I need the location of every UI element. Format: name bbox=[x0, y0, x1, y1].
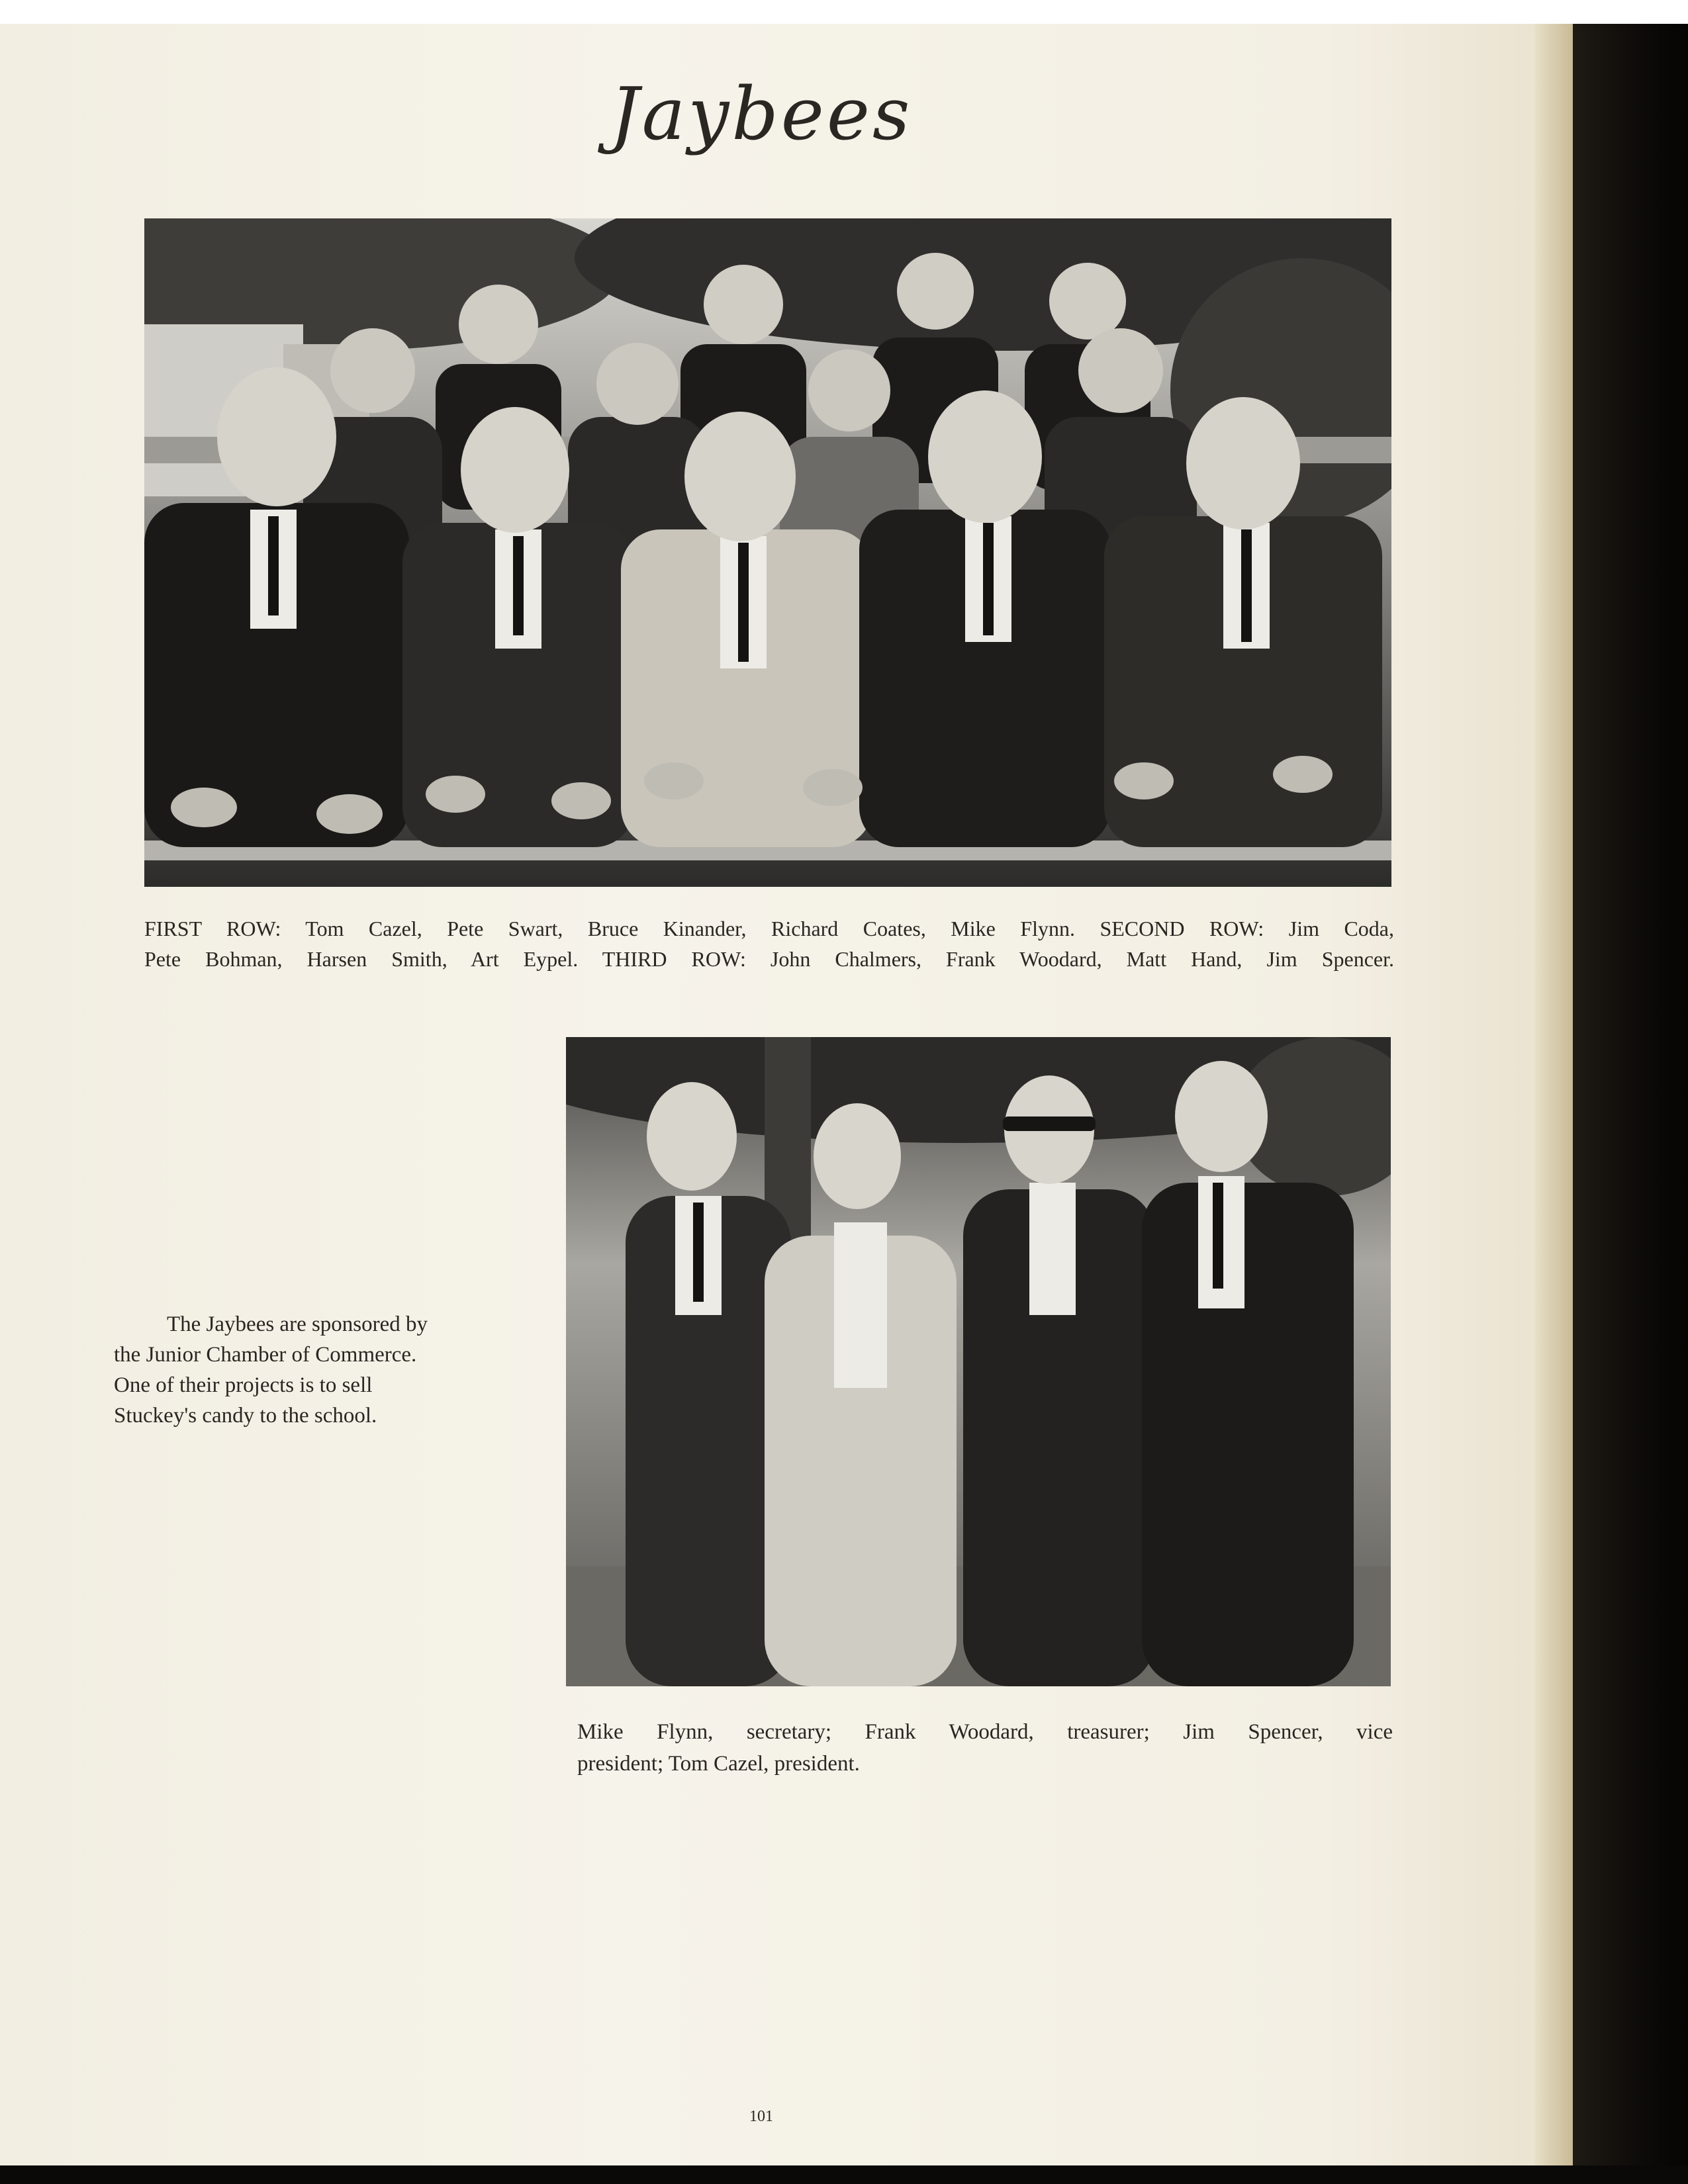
group-photo bbox=[144, 218, 1391, 887]
group-photo-image bbox=[144, 218, 1391, 887]
description-line-2: the Junior Chamber of Commerce. bbox=[114, 1343, 417, 1367]
description-line-4: Stuckey's candy to the school. bbox=[114, 1404, 377, 1428]
page-title: Jaybees bbox=[610, 71, 913, 156]
group-caption-line-1: FIRST ROW: Tom Cazel, Pete Swart, Bruce Kinander, Richard Coates, Mike Flynn. SECOND ROW: Jim Coda, bbox=[144, 917, 1394, 940]
officers-photo-image bbox=[566, 1037, 1391, 1686]
scan-bottom-border bbox=[0, 2165, 1688, 2184]
officers-photo bbox=[566, 1037, 1391, 1686]
club-description bbox=[114, 1309, 528, 1431]
book-binding bbox=[1573, 24, 1688, 2184]
page-edge-stack bbox=[1534, 24, 1573, 2165]
description-line-3: One of their projects is to sell bbox=[114, 1373, 373, 1397]
description-line-1: The Jaybees are sponsored by bbox=[167, 1312, 428, 1336]
group-photo-caption bbox=[144, 913, 1394, 974]
officers-caption-line-1: Mike Flynn, secretary; Frank Woodard, treasurer; Jim Spencer, vice bbox=[577, 1720, 1393, 1744]
officers-caption-line-2: president; Tom Cazel, president. bbox=[577, 1752, 860, 1776]
group-caption-line-2: Pete Bohman, Harsen Smith, Art Eypel. THIRD ROW: John Chalmers, Frank Woodard, Matt Hand, Jim Spencer. bbox=[144, 947, 1394, 971]
officers-photo-caption bbox=[577, 1716, 1393, 1780]
page-number: 101 bbox=[749, 2108, 773, 2125]
